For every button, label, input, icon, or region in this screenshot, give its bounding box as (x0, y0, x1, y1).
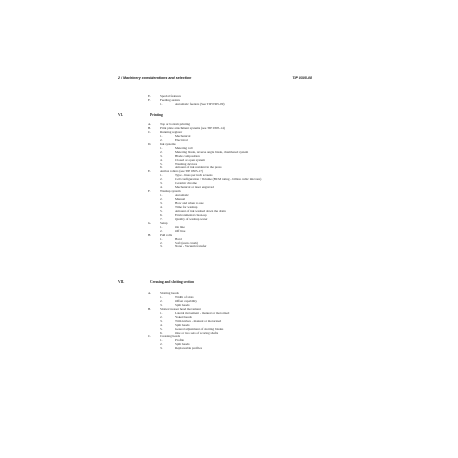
list-item-label: 7. (160, 216, 163, 221)
list-item-text: One or two sets of scoring shafts (175, 330, 219, 335)
list-item-text: Lateral movement - manual or motorized (175, 310, 230, 315)
list-item-text: Time for washup (175, 204, 198, 209)
list-item-label: F. (148, 97, 151, 102)
list-item-label: 3. (160, 302, 163, 307)
list-item-text: Metering blade, reverse angle blade, chambered system (175, 149, 249, 154)
list-item-label: G. (148, 220, 152, 225)
section-title: Printing (150, 113, 163, 117)
list-item-text: Automatic (175, 193, 189, 198)
list-item-text: On line (175, 224, 185, 229)
list-item-label: E. (148, 169, 151, 174)
list-item-label: 3. (160, 201, 163, 205)
list-item-text: Washing devices (175, 161, 198, 166)
list-item-text: Blade composition (175, 153, 200, 158)
list-item-label: 2. (160, 137, 163, 142)
list-item-text: Automatic feeders (See TIP 0305-09) (175, 101, 225, 106)
list-item-label: 2. (160, 149, 163, 154)
header-chapter-title: 2 / Machinery considerations and selection (118, 76, 192, 80)
list-item-label: 4. (160, 322, 163, 327)
list-item-label: 1. (160, 173, 163, 178)
list-item-label: 3. (160, 318, 163, 323)
list-item-text: Amount of ink resident in the press (175, 165, 222, 170)
list-item-label: 2. (160, 240, 163, 245)
list-item-text: Width of slots (175, 294, 194, 299)
list-item-label: C. (148, 334, 152, 339)
list-item-text: Creasing heads (160, 334, 181, 339)
list-item-text: Feeding assists (160, 97, 180, 102)
list-item-text: Split heads (175, 342, 190, 347)
list-item-text: Soft (urets crush) (175, 240, 198, 245)
list-item-text: How and when to use (175, 201, 204, 205)
list-item-label: D. (148, 141, 152, 146)
list-item-label: 2. (160, 228, 163, 233)
list-item-label: 6. (160, 330, 163, 335)
list-item-text: Ink systems (160, 141, 176, 146)
list-item-text: Mechanical (175, 133, 191, 138)
list-item-label: 5. (160, 161, 163, 166)
list-item-label: 1. (160, 310, 163, 315)
list-item-text: Profile (175, 338, 184, 343)
list-item-label: 4. (160, 204, 163, 209)
list-item-label: B. (148, 306, 152, 311)
list-item-label: A. (148, 122, 152, 126)
list-item-label: 2. (160, 298, 163, 303)
list-item-label: 6. (160, 165, 163, 170)
list-item-text: Split heads (175, 322, 190, 327)
list-item-text: None - Vacuum transfer (175, 244, 207, 249)
list-item-label: 1. (160, 133, 163, 138)
list-item-text: Trim knives - manual or motorized (175, 318, 222, 323)
list-item-label: 5. (160, 208, 163, 213)
list-item-text: Split heads (175, 302, 190, 307)
list-item-label: 2. (160, 177, 163, 182)
list-item-text: Replaceable profiles (175, 346, 203, 351)
list-item-label: 3. (160, 346, 163, 351)
list-item-label: A. (148, 291, 152, 295)
list-item-text: Geared adjustment of slotting blades (175, 326, 224, 331)
list-item-text: Off line (175, 228, 186, 233)
list-item-text: Special features (160, 94, 181, 98)
header-document-number: TIP 0305-08 (292, 76, 312, 80)
list-item-text: Slotting heads (160, 291, 179, 295)
list-item-text: Pull rolls (160, 232, 172, 237)
list-item-label: 1. (160, 294, 163, 299)
running-header (118, 76, 312, 80)
list-item-label: 1. (160, 338, 163, 343)
list-item-label: H. (148, 232, 152, 237)
list-item-text: Cell configuration / Volume (BCM rating - billion cubic microns) (175, 177, 262, 182)
list-item-label: 4. (160, 185, 163, 190)
list-item-text: Electrical (175, 137, 188, 142)
list-item-text: Yoked heads (175, 314, 192, 319)
list-item-label: 2. (160, 197, 163, 202)
list-item-text: Hard (175, 236, 182, 241)
list-item-text: Manual (175, 197, 186, 202)
section-number: VII. (118, 280, 125, 284)
list-item-text: Setup (160, 220, 168, 225)
list-item-text: Slotter/creaser head movement (160, 306, 201, 311)
section-number: VI. (118, 113, 123, 117)
list-item-label: 3. (160, 153, 163, 158)
list-item-text: Print plate attachment systems (see TIP 0305-14) (160, 125, 225, 130)
list-item-label: 2. (160, 342, 163, 347)
list-item-label: 5. (160, 326, 163, 331)
list-item-text: Amount of ink washed down the drain (175, 208, 226, 213)
list-item-label: 1. (160, 145, 163, 150)
list-item-label: 1. (160, 101, 163, 106)
list-item-text: Environmental clean-up (175, 212, 207, 217)
list-item-label: 1. (160, 224, 163, 229)
list-item-label: 1. (160, 193, 163, 198)
list-item-label: C. (148, 129, 152, 134)
list-item-label: F. (148, 189, 151, 194)
list-item-label: 2. (160, 314, 163, 319)
list-item-text: Mechanical or laser engraved (175, 185, 214, 190)
list-item-text: Metering roll (175, 145, 193, 150)
list-item-label: 1. (160, 236, 163, 241)
list-item-label: E. (148, 94, 151, 98)
list-item-text: Closed or open system (175, 157, 205, 162)
list-item-text: Washup system (160, 189, 181, 194)
list-item-label: 3. (160, 181, 163, 186)
list-item-text: Anilox rollers (see TIP 0305-17) (160, 169, 204, 174)
list-item-label: 3. (160, 244, 163, 249)
list-item-text: Running register (160, 129, 183, 134)
list-item-text: Type - lines per inch screens (175, 173, 213, 178)
list-item-text: Ceramic chrome (175, 181, 197, 186)
list-item-text: Quality of washup water (175, 216, 208, 221)
list-item-label: B. (148, 125, 152, 130)
list-item-text: Top or bottom printing (160, 122, 191, 126)
section-title: Creasing and slotting section (150, 280, 195, 284)
list-item-label: 4. (160, 157, 163, 162)
list-item-label: 6. (160, 212, 163, 217)
list-item-text: Offset capability (175, 298, 198, 303)
